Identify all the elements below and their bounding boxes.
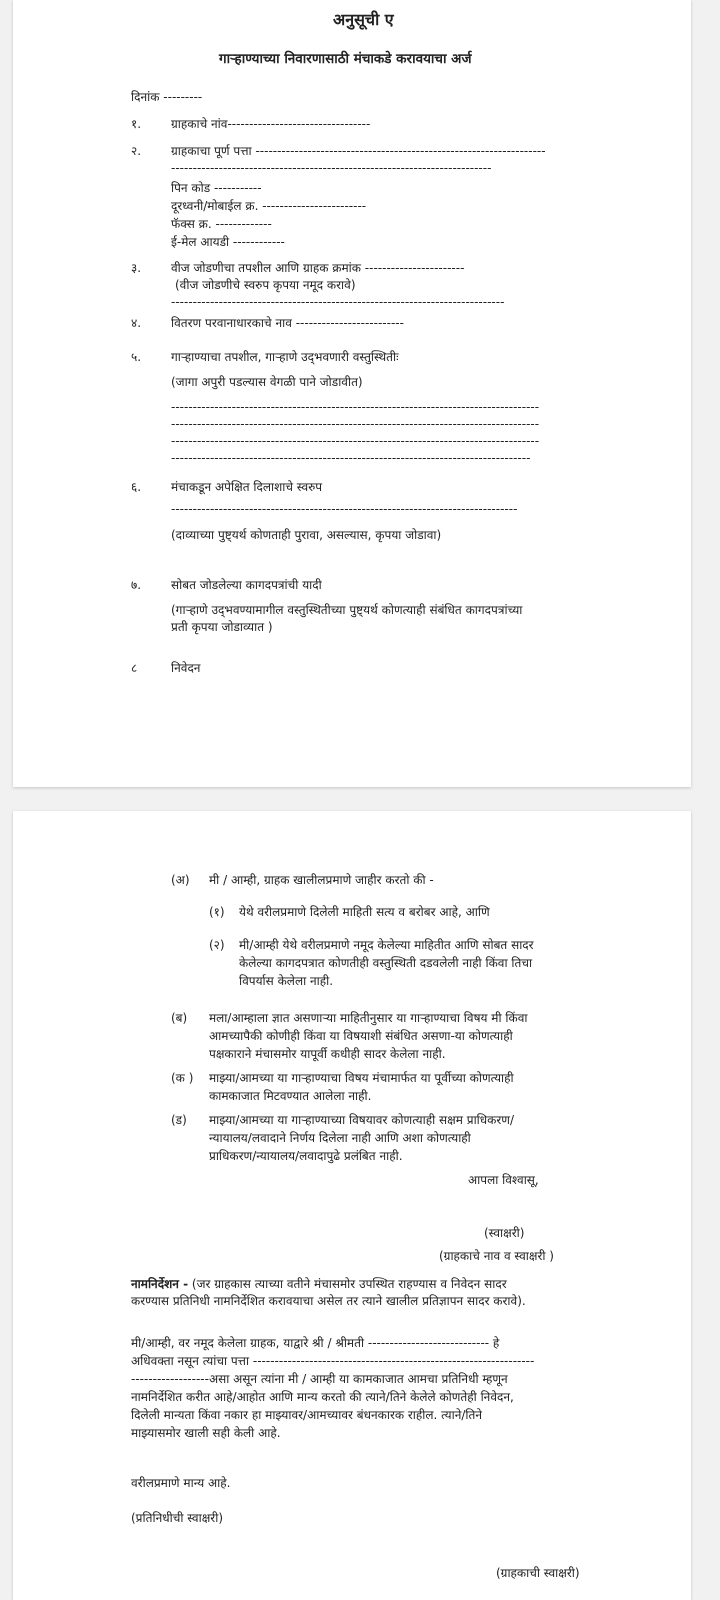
representative-declaration: दिलेली मान्यता किंवा नकार हा माझ्यावर/आमच्यावर बंधनकारक राहील. त्याने/तिने bbox=[131, 1408, 483, 1422]
declaration-not-pending: प्राधिकरण/न्यायालय/लवादापुढे प्रलंबित नाही. bbox=[209, 1149, 403, 1163]
form-subtitle: गाऱ्हाण्याच्या निवारणासाठी मंचाकडे करावयाचा अर्ज bbox=[219, 51, 472, 67]
connection-details-note: (वीज जोडणीचे स्वरुप कृपया नमूद करावे) bbox=[175, 278, 356, 292]
representative-declaration: मी/आम्ही, वर नमूद केलेला ग्राहक, याद्वारे श्री / श्रीमती ---------------------------- हे bbox=[131, 1336, 500, 1350]
declaration-not-filed: मला/आम्हाला ज्ञात असणाऱ्या माहितीनुसार या गाऱ्हाण्याचा विषय मी किंवा bbox=[209, 1011, 528, 1025]
document-page-1 bbox=[13, 0, 691, 787]
declaration-no-concealment: केलेल्या कागदपत्रात कोणतीही वस्तुस्थिती दडवलेली नाही किंवा तिचा bbox=[239, 956, 533, 970]
accepted-statement: वरीलप्रमाणे मान्य आहे. bbox=[131, 1476, 231, 1490]
closing-salutation: आपला विश्वासू, bbox=[468, 1173, 539, 1187]
nomination-text: (जर ग्राहकास त्याच्या वतीने मंचासमोर उपस्थित राहण्यास व निवेदन सादर bbox=[188, 1277, 507, 1291]
page-title: अनुसूची ए bbox=[333, 10, 394, 29]
declaration-not-settled: माझ्या/आमच्या या गाऱ्हाण्याचा विषय मंचामार्फत या पूर्वीच्या कोणत्याही bbox=[209, 1071, 514, 1085]
customer-address-field: ग्राहकाचा पूर्ण पत्ता ------------------------------------------------------------------- bbox=[171, 144, 546, 158]
relief-blank-line: -------------------------------------------------------------------------------- bbox=[171, 502, 518, 516]
connection-details-field: वीज जोडणीचा तपशील आणि ग्राहक क्रमांक ----------------------- bbox=[171, 261, 465, 275]
nomination-text: करण्यास प्रतिनिधी नामनिर्देशित करावयाचा असेल तर त्याने खालील प्रतिज्ञापन सादर करावे). bbox=[131, 1294, 526, 1308]
grievance-details-note: (जागा अपुरी पडल्यास वेगळी पाने जोडावीत) bbox=[171, 375, 363, 389]
clause-label: (ब) bbox=[171, 1011, 188, 1025]
statement-label: निवेदन bbox=[171, 661, 201, 675]
item-number: ८ bbox=[131, 661, 138, 675]
declaration-truth: येथे वरीलप्रमाणे दिलेली माहिती सत्य व बरोबर आहे, आणि bbox=[239, 905, 490, 919]
declaration-not-settled: कामकाजात मिटवण्यात आलेला नाही. bbox=[209, 1089, 372, 1103]
licensee-name-field: वितरण परवानाधारकाचे नाव ------------------------- bbox=[171, 316, 404, 330]
grievance-blank-line: ----------------------------------------------------------------------------------- bbox=[171, 451, 531, 465]
relief-expected-label: मंचाकडून अपेक्षित दिलाशाचे स्वरुप bbox=[171, 480, 323, 494]
declaration-not-pending: माझ्या/आमच्या या गाऱ्हाण्याच्या विषयावर कोणत्याही सक्षम प्राधिकरण/ bbox=[209, 1113, 515, 1127]
item-number: १. bbox=[131, 117, 142, 131]
clause-label: (अ) bbox=[171, 873, 190, 887]
date-line: दिनांक --------- bbox=[131, 90, 203, 104]
declaration-no-concealment: विपर्यास केलेला नाही. bbox=[239, 974, 334, 988]
customer-name-field: ग्राहकाचे नांव--------------------------------- bbox=[171, 117, 371, 131]
item-number: ४. bbox=[131, 316, 142, 330]
grievance-blank-line: ------------------------------------------------------------------------------------- bbox=[171, 417, 540, 431]
address-continuation-line: -------------------------------------------------------------------------- bbox=[171, 161, 492, 175]
grievance-blank-line: ------------------------------------------------------------------------------------- bbox=[171, 400, 540, 414]
email-field: ई-मेल आयडी ------------ bbox=[171, 235, 285, 249]
signature-label: (स्वाक्षरी) bbox=[484, 1226, 525, 1240]
clause-label: (क ) bbox=[171, 1071, 194, 1085]
item-number: ३. bbox=[131, 261, 142, 275]
signature-name-label: (ग्राहकाचे नाव व स्वाक्षरी ) bbox=[439, 1249, 554, 1263]
sub-clause-label: (२) bbox=[209, 938, 225, 952]
connection-details-line: ----------------------------------------------------------------------------- bbox=[171, 295, 505, 309]
document-page-2 bbox=[13, 811, 691, 1600]
item-number: ५. bbox=[131, 350, 142, 364]
representative-declaration: अधिवक्ता नसून त्यांचा पत्ता ----------------------------------------------------------------- bbox=[131, 1354, 535, 1368]
grievance-details-label: गाऱ्हाण्याचा तपशील, गाऱ्हाणे उद्‌भवणारी वस्तुस्थितीः bbox=[171, 350, 399, 364]
fax-field: फॅक्स क्र. ------------- bbox=[171, 217, 272, 231]
documents-list-label: सोबत जोडलेल्या कागदपत्रांची यादी bbox=[171, 578, 322, 592]
nomination-paragraph bbox=[131, 1277, 507, 1292]
phone-field: दूरध्वनी/मोबाईल क्र. ------------------------ bbox=[171, 199, 367, 213]
declaration-not-pending: न्यायालय/लवादाने निर्णय दिलेला नाही आणि अशा कोणत्याही bbox=[209, 1131, 471, 1145]
documents-list-note: प्रती कृपया जोडाव्यात ) bbox=[171, 620, 273, 634]
representative-signature-label: (प्रतिनिधीची स्वाक्षरी) bbox=[131, 1511, 224, 1525]
declaration-not-filed: पक्षकाराने मंचासमोर यापूर्वी कधीही सादर केलेला नाही. bbox=[209, 1047, 446, 1061]
item-number: २. bbox=[131, 144, 142, 158]
nomination-heading: नामनिर्देशन - bbox=[131, 1277, 189, 1291]
documents-list-note: (गाऱ्हाणे उद्‌भवण्यामागील वस्तुस्थितीच्या पुष्ट्यर्थ कोणत्याही संबंधित कागदपत्रांच्या bbox=[171, 603, 523, 617]
sub-clause-label: (१) bbox=[209, 905, 225, 919]
declaration-no-concealment: मी/आम्ही येथे वरीलप्रमाणे नमूद केलेल्या माहितीत आणि सोबत सादर bbox=[239, 938, 534, 952]
representative-declaration: माझ्यासमोर खाली सही केली आहे. bbox=[131, 1426, 281, 1440]
item-number: ७. bbox=[131, 578, 142, 592]
representative-declaration: ------------------असा असून त्यांना मी / आम्ही या कामकाजात आमचा प्रतिनिधी म्हणून bbox=[131, 1372, 508, 1386]
clause-label: (ड) bbox=[171, 1113, 187, 1127]
representative-declaration: नामनिर्देशित करीत आहे/आहोत आणि मान्य करतो की त्याने/तिने केलेले कोणतेही निवेदन, bbox=[131, 1390, 514, 1404]
relief-evidence-note: (दाव्याच्या पुष्ट्यर्थ कोणताही पुरावा, असल्यास, कृपया जोडावा) bbox=[171, 528, 442, 542]
declaration-intro: मी / आम्ही, ग्राहक खालीलप्रमाणे जाहीर करतो की - bbox=[209, 873, 434, 887]
declaration-not-filed: आमच्यापैकी कोणीही किंवा या विषयाशी संबंधित असणा-या कोणत्याही bbox=[209, 1029, 513, 1043]
pin-code-field: पिन कोड ----------- bbox=[171, 181, 262, 195]
grievance-blank-line: ------------------------------------------------------------------------------------- bbox=[171, 434, 540, 448]
customer-signature-label: (ग्राहकाची स्वाक्षरी) bbox=[496, 1566, 580, 1580]
item-number: ६. bbox=[131, 480, 142, 494]
